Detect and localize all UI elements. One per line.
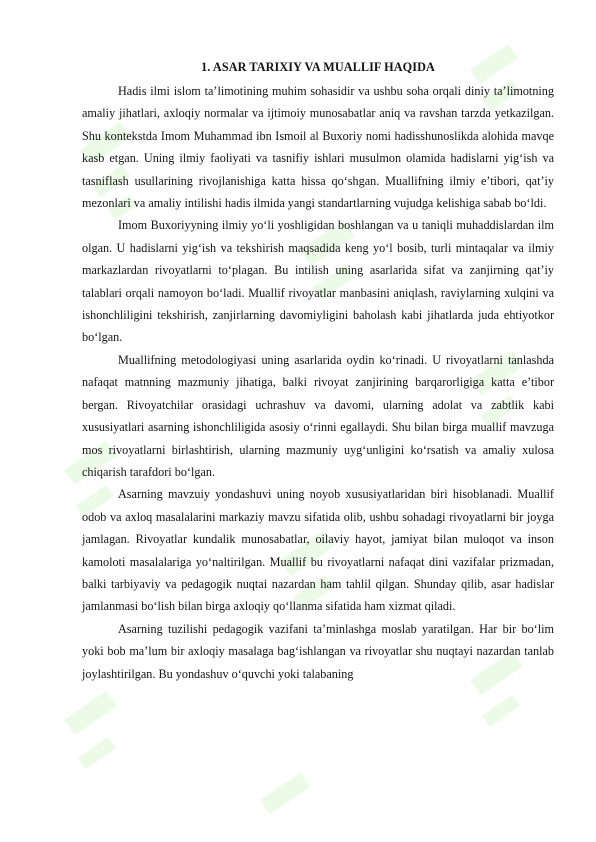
paragraph-2: Imom Buxoriyyning ilmiy yo‘li yoshligidan boshlangan va u taniqli muhaddislardan ilm olgan. U hadislarni yig‘ish va tekshirish maqsadida keng yo‘l bosib, turli mintaqalar va ilmiy markazlardan rivoyatlarni to‘plagan. Bu intilish uning asarlarida sifat va zanjirning qat’iy talablari orqali namoyon bo‘ladi. Muallif rivoyatlar manbasini aniqlash, raviylarning xulqini va ishonchliligini tekshirish, zanjirlarning davomiyligini baholash kabi jihatlarda juda ehtiyotkor bo‘lgan.: [82, 218, 554, 345]
paragraph-1: Hadis ilmi islom ta’limotining muhim sohasidir va ushbu soha orqali diniy ta’limotning amaliy jihatlari, axloqiy normalar va ijtimoiy munosabatlar aniq va ravshan tarzda yetkazilgan. Shu kontekstda Imom Muhammad ibn Ismoil al Buxoriy nomi hadisshunoslikda alohida mavqe kasb etgan. Uning ilmiy faoliyati va tasnifiy ishlari musulmon olamida hadislarni yig‘ish va tasniflash usullarining rivojlanishiga katta hissa qo‘shgan. Muallifning ilmiy e’tibori, qat’iy mezonlari va amaliy intilishi hadis ilmida yangi standartlarning vujudga kelishiga sabab bo‘ldi.: [82, 84, 554, 211]
paragraph-3: Muallifning metodologiyasi uning asarlarida oydin ko‘rinadi. U rivoyatlarni tanlashda nafaqat matnning mazmuniy jihatiga, balki rivoyat zanjirining barqarorligiga katta e’tibor bergan. Rivoyatchilar orasidagi uchrashuv va davomi, ularning adolat va zabtlik kabi xususiyatlari asarning ishonchliligida asosiy o‘rinni egallaydi. Shu bilan birga muallif mavzuga mos rivoyatlarni birlashtirish, ularning mazmuniy uyg‘unligini ko‘rsatish va amaliy xulosa chiqarish tarafdori bo‘lgan.: [82, 352, 554, 479]
paragraph-5: Asarning tuzilishi pedagogik vazifani ta’minlashga moslab yaratilgan. Har bir bo‘lim yoki bob ma’lum bir axloqiy masalaga bag‘ishlangan va rivoyatlar shu nuqtayi nazardan tanlab joylashtirilgan. Bu yondashuv o‘quvchi yoki talabaning: [82, 621, 554, 681]
section-heading: 1. ASAR TARIXIY VA MUALLIF HAQIDA: [201, 60, 435, 74]
paragraph-4: Asarning mavzuiy yondashuvi uning noyob xususiyatlaridan biri hisoblanadi. Muallif odob va axloq masalalarini markaziy mavzu sifatida olib, ushbu sohadagi rivoyatlarni bir joyga jamlagan. Rivoyatlar kundalik munosabatlar, oilaviy hayot, jamiyat bilan muloqot va inson kamoloti masalalariga yo‘naltirilgan. Muallif bu rivoyatlarni nafaqat dini vazifalar prizmadan, balki tarbiyaviy va pedagogik nuqtai nazardan ham tahlil qilgan. Shunday qilib, asar hadislar jamlanmasi bo‘lish bilan birga axloqiy qo‘llanma sifatida ham xizmat qiladi.: [82, 487, 554, 614]
document-body: [82, 60, 554, 685]
